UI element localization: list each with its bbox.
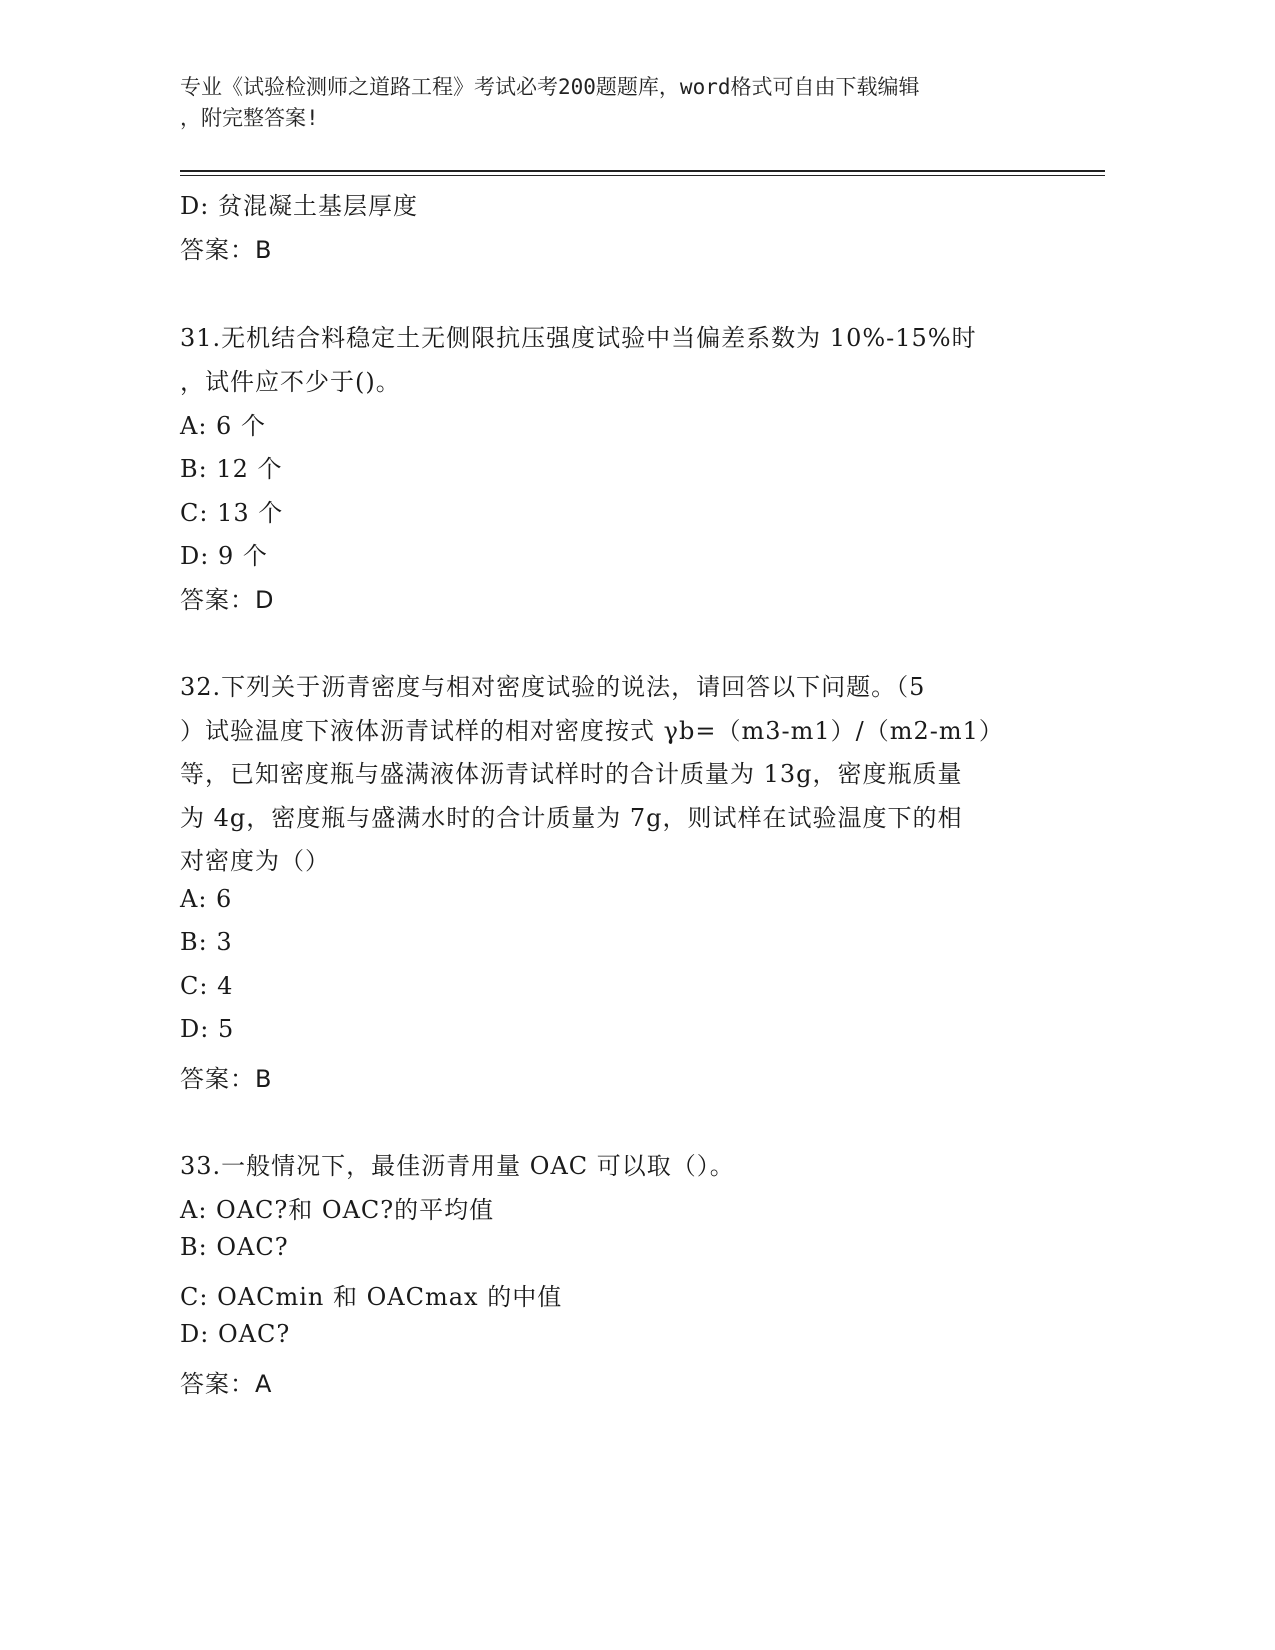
- q31-option-a: A: 6 个: [180, 412, 266, 440]
- q31-option-d: D: 9 个: [180, 542, 268, 570]
- q32-answer: 答案：B: [180, 1065, 273, 1093]
- q32-stem-line2: ）试验温度下液体沥青试样的相对密度按式 γb=（m3-m1）/（m2-m1）: [180, 717, 1004, 745]
- q32-option-d: D: 5: [180, 1015, 235, 1043]
- prev-answer: 答案：B: [180, 236, 273, 264]
- q33-stem-line1: 33.一般情况下，最佳沥青用量 OAC 可以取（）。: [180, 1152, 735, 1180]
- q32-option-c: C: 4: [180, 972, 234, 1000]
- header-title-line1: 专业《试验检测师之道路工程》考试必考200题题库，word格式可自由下载编辑: [180, 75, 920, 99]
- q32-stem-line4: 为 4g，密度瓶与盛满水时的合计质量为 7g，则试样在试验温度下的相: [180, 804, 963, 832]
- q33-option-d: D: OAC?: [180, 1320, 291, 1348]
- header-title-line2: ，附完整答案!: [180, 106, 319, 130]
- q32-stem-line1: 32.下列关于沥青密度与相对密度试验的说法，请回答以下问题。（5: [180, 673, 926, 701]
- prev-option-d: D: 贫混凝土基层厚度: [180, 192, 418, 220]
- q31-stem-line1: 31.无机结合料稳定土无侧限抗压强度试验中当偏差系数为 10%-15%时: [180, 324, 977, 352]
- q32-stem-line3: 等，已知密度瓶与盛满液体沥青试样时的合计质量为 13g，密度瓶质量: [180, 760, 963, 788]
- q31-stem-line2: ，试件应不少于()。: [180, 368, 401, 396]
- q33-option-a: A: OAC?和 OAC?的平均值: [180, 1196, 495, 1224]
- q32-stem-line5: 对密度为（）: [180, 847, 330, 875]
- q32-option-a: A: 6: [180, 885, 233, 913]
- q31-option-c: C: 13 个: [180, 499, 284, 527]
- q33-option-c: C: OACmin 和 OACmax 的中值: [180, 1283, 563, 1311]
- q31-answer: 答案：D: [180, 586, 275, 614]
- q33-answer: 答案：A: [180, 1370, 273, 1398]
- document-header: [180, 72, 1040, 134]
- header-divider-thin: [180, 175, 1105, 176]
- q32-option-b: B: 3: [180, 928, 233, 956]
- q33-option-b: B: OAC?: [180, 1233, 289, 1261]
- q31-option-b: B: 12 个: [180, 455, 283, 483]
- header-divider-thick: [180, 170, 1105, 172]
